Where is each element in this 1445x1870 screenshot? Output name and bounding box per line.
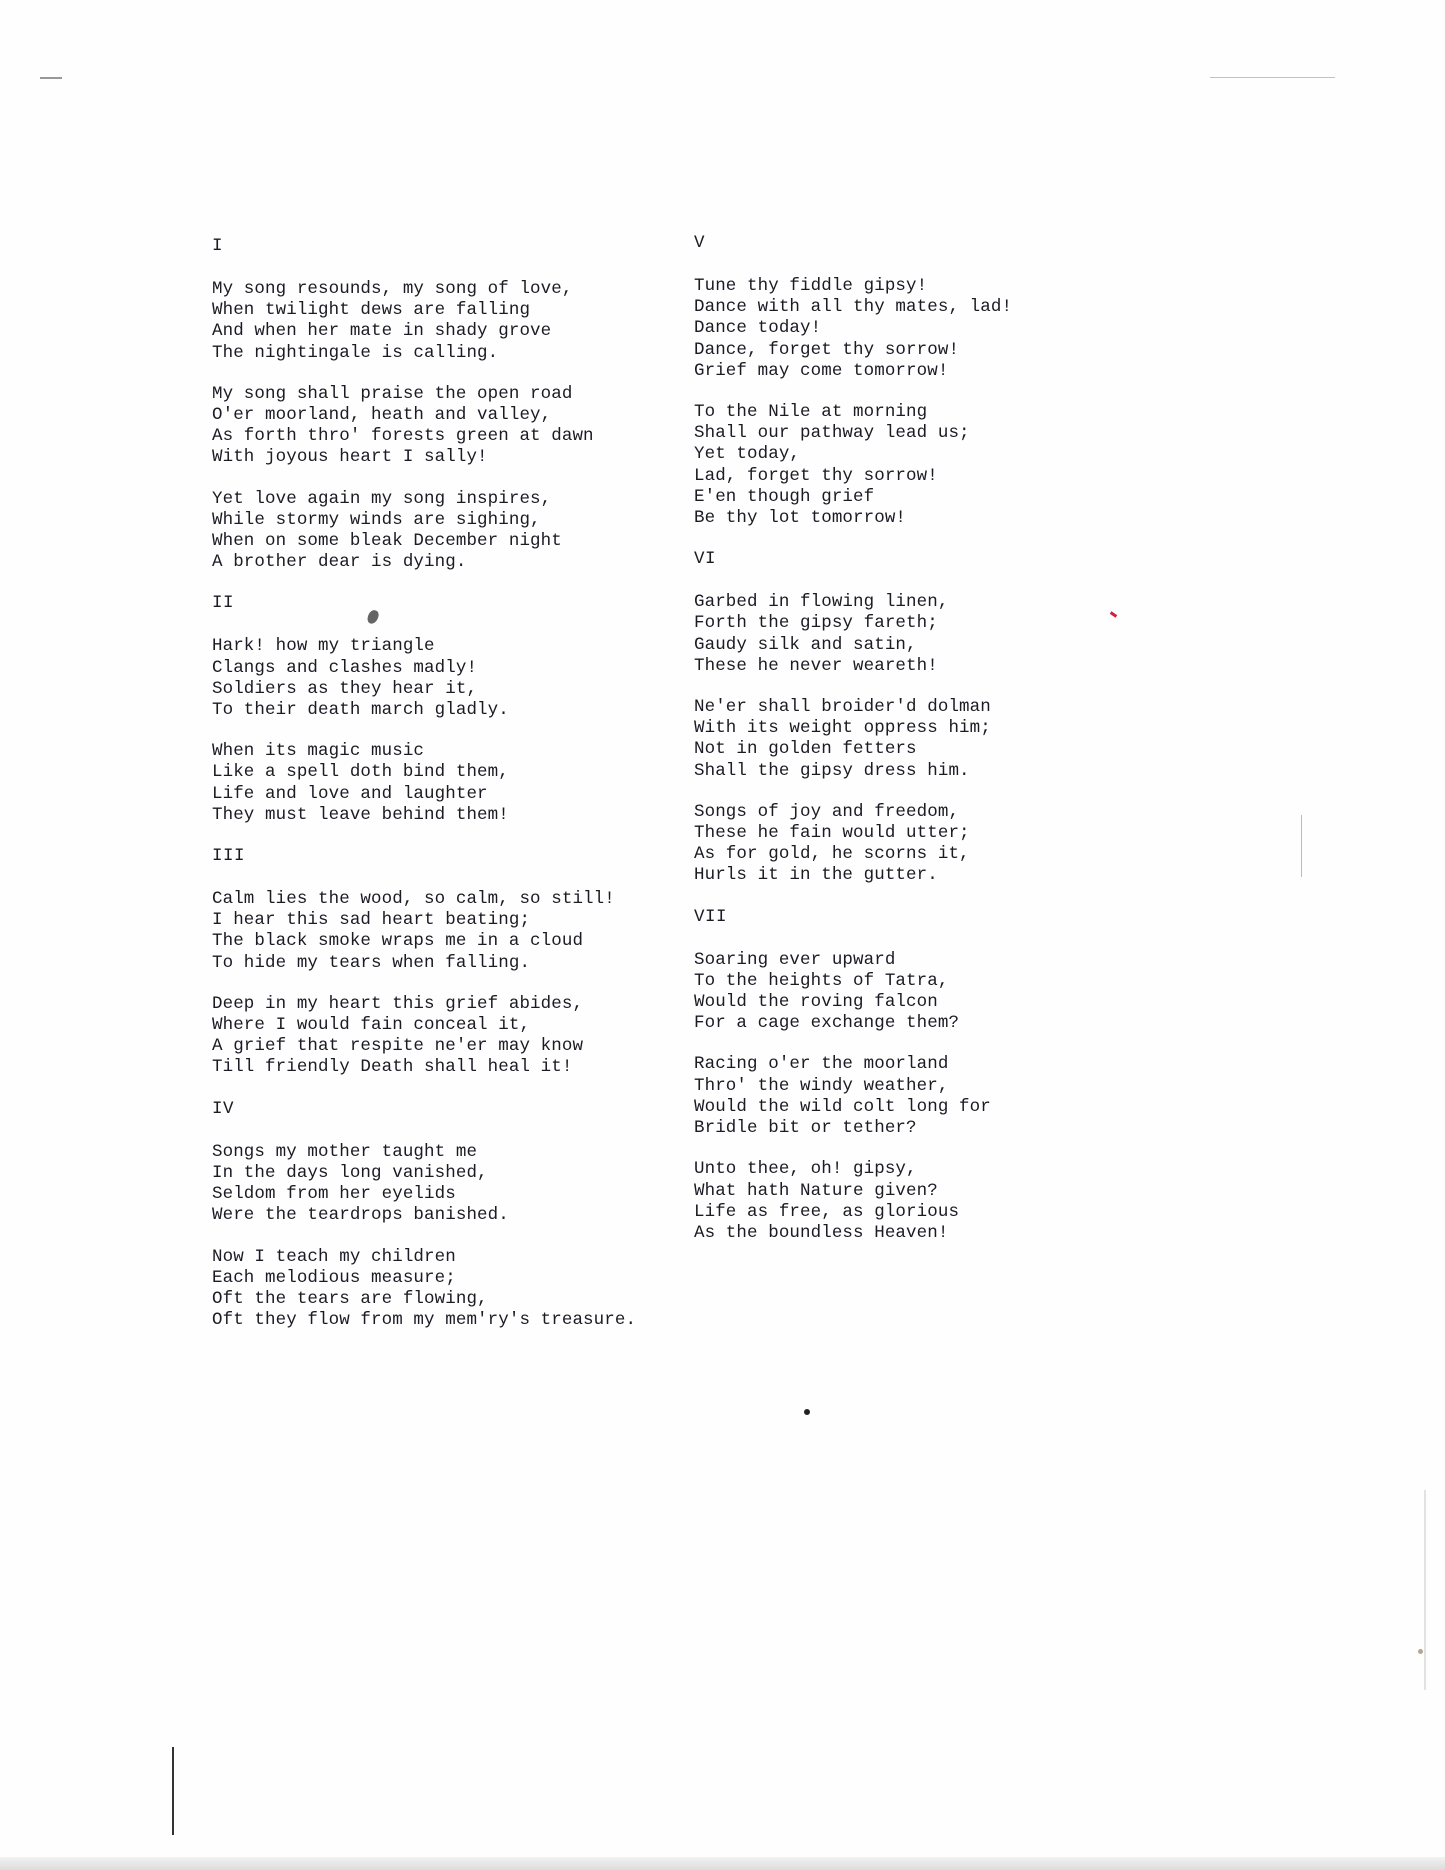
verse-line: Lad, forget thy sorrow!: [694, 465, 938, 486]
stanza: [212, 889, 682, 974]
verse-line: These he fain would utter;: [694, 823, 970, 844]
stanza: [694, 1159, 1054, 1244]
verse-line: I hear this sad heart beating;: [212, 910, 531, 931]
verse-line: Soldiers as they hear it,: [212, 678, 478, 699]
verse-line: Clangs and clashes madly!: [212, 657, 478, 678]
verse-line: To the heights of Tatra,: [694, 970, 949, 991]
poem-section: [694, 549, 1054, 886]
verse-line: Tune thy fiddle gipsy!: [694, 276, 928, 296]
scan-artifact-line: [172, 1747, 174, 1835]
verse-line: Shall our pathway lead us;: [694, 423, 970, 444]
verse-line: Dance, forget thy sorrow!: [694, 339, 960, 360]
verse-line: Life and love and laughter: [212, 783, 488, 804]
verse-line: Grief may come tomorrow!: [694, 360, 949, 381]
verse-line: Hark! how my triangle: [212, 636, 435, 657]
stanza: [694, 592, 1054, 677]
verse-line: My song shall praise the open road: [212, 383, 573, 404]
verse-line: Seldom from her eyelids: [212, 1184, 456, 1205]
verse-line: And when her mate in shady grove: [212, 321, 552, 342]
stanza: [694, 402, 1054, 529]
verse-line: Ne'er shall broider'd dolman: [694, 697, 991, 718]
verse-line: With its weight oppress him;: [694, 718, 991, 739]
red-ink-mark: [1110, 611, 1117, 617]
verse-line: Racing o'er the moorland: [694, 1054, 949, 1075]
poem-section: [212, 593, 682, 826]
verse-line: These he never weareth!: [694, 655, 938, 676]
verse-line: Life as free, as glorious: [694, 1201, 960, 1222]
verse-line: Gaudy silk and satin,: [694, 634, 917, 655]
verse-line: Forth the gipsy fareth;: [694, 613, 938, 634]
verse-line: To the Nile at morning: [694, 402, 928, 423]
left-column: [212, 236, 682, 1351]
section-numeral: III: [212, 846, 246, 867]
verse-line: Hurls it in the gutter.: [694, 865, 938, 886]
scan-artifact-mark: [40, 77, 62, 79]
verse-line: Oft the tears are flowing,: [212, 1288, 488, 1309]
verse-line: Not in golden fetters: [694, 739, 917, 760]
scan-bottom-edge: [0, 1857, 1445, 1870]
verse-line: Yet love again my song inspires,: [212, 488, 552, 509]
verse-line: While stormy winds are sighing,: [212, 509, 541, 530]
verse-line: Soaring ever upward: [694, 949, 896, 970]
verse-line: They must leave behind them!: [212, 804, 509, 825]
verse-line: O'er moorland, heath and valley,: [212, 405, 552, 426]
stanza: [212, 489, 682, 574]
verse-line: When twilight dews are falling: [212, 300, 531, 321]
section-numeral: II: [212, 593, 235, 614]
section-numeral: IV: [212, 1098, 235, 1119]
verse-line: The nightingale is calling.: [212, 342, 499, 363]
verse-line: As the boundless Heaven!: [694, 1222, 949, 1243]
section-numeral: I: [212, 236, 224, 256]
section-numeral: VI: [694, 549, 717, 570]
scan-artifact-line: [1424, 1490, 1426, 1690]
verse-line: When its magic music: [212, 741, 425, 762]
verse-line: Garbed in flowing linen,: [694, 592, 949, 613]
stanza: [694, 697, 1054, 782]
verse-line: Dance with all thy mates, lad!: [694, 297, 1013, 318]
stanza: [212, 279, 682, 364]
ink-dot: [804, 1409, 810, 1415]
section-numeral: V: [694, 233, 706, 253]
verse-line: A brother dear is dying.: [212, 552, 467, 573]
stanza: [212, 741, 682, 826]
verse-line: Each melodious measure;: [212, 1267, 456, 1288]
verse-line: Unto thee, oh! gipsy,: [694, 1159, 917, 1180]
verse-line: The black smoke wraps me in a cloud: [212, 931, 584, 952]
verse-line: Be thy lot tomorrow!: [694, 508, 907, 529]
verse-line: To their death march gladly.: [212, 700, 509, 721]
verse-line: For a cage exchange them?: [694, 1013, 960, 1034]
stanza: [694, 950, 1054, 1035]
scan-artifact-line: [1210, 77, 1335, 78]
stanza: [212, 994, 682, 1079]
verse-line: A grief that respite ne'er may know: [212, 1036, 584, 1057]
verse-line: Bridle bit or tether?: [694, 1118, 917, 1139]
verse-line: Yet today,: [694, 444, 801, 465]
right-column: [694, 233, 1054, 1264]
stanza: [212, 1247, 682, 1332]
verse-line: Were the teardrops banished.: [212, 1205, 509, 1226]
verse-line: Would the wild colt long for: [694, 1096, 991, 1117]
verse-line: Where I would fain conceal it,: [212, 1015, 531, 1036]
poem-section: [212, 846, 682, 1079]
poem-section: [694, 233, 1054, 529]
stanza: [694, 1054, 1054, 1139]
verse-line: When on some bleak December night: [212, 531, 562, 552]
section-numeral: VII: [694, 906, 728, 927]
verse-line: As for gold, he scorns it,: [694, 844, 970, 865]
verse-line: In the days long vanished,: [212, 1162, 488, 1183]
poem-section: [694, 907, 1054, 1244]
verse-line: Songs of joy and freedom,: [694, 801, 960, 822]
stanza: [212, 636, 682, 721]
scan-artifact-dot: [1418, 1649, 1423, 1654]
verse-line: My song resounds, my song of love,: [212, 279, 573, 299]
verse-line: Songs my mother taught me: [212, 1141, 478, 1162]
verse-line: Shall the gipsy dress him.: [694, 760, 970, 781]
verse-line: Would the roving falcon: [694, 992, 938, 1013]
verse-line: Like a spell doth bind them,: [212, 762, 509, 783]
stanza: [212, 1142, 682, 1227]
stanza: [212, 384, 682, 469]
verse-line: Till friendly Death shall heal it!: [212, 1057, 573, 1078]
verse-line: Deep in my heart this grief abides,: [212, 993, 584, 1014]
stanza: [694, 276, 1054, 382]
scan-artifact-line: [1301, 815, 1302, 877]
verse-line: Oft they flow from my mem'ry's treasure.: [212, 1310, 637, 1331]
verse-line: As forth thro' forests green at dawn: [212, 426, 594, 447]
poem-section: [212, 1099, 682, 1332]
stanza: [694, 802, 1054, 887]
verse-line: Now I teach my children: [212, 1246, 456, 1267]
verse-line: With joyous heart I sally!: [212, 447, 488, 468]
verse-line: E'en though grief: [694, 486, 875, 507]
verse-line: Dance today!: [694, 318, 822, 339]
verse-line: Thro' the windy weather,: [694, 1075, 949, 1096]
verse-line: What hath Nature given?: [694, 1180, 938, 1201]
verse-line: Calm lies the wood, so calm, so still!: [212, 889, 615, 910]
verse-line: To hide my tears when falling.: [212, 952, 531, 973]
poem-section: [212, 236, 682, 573]
